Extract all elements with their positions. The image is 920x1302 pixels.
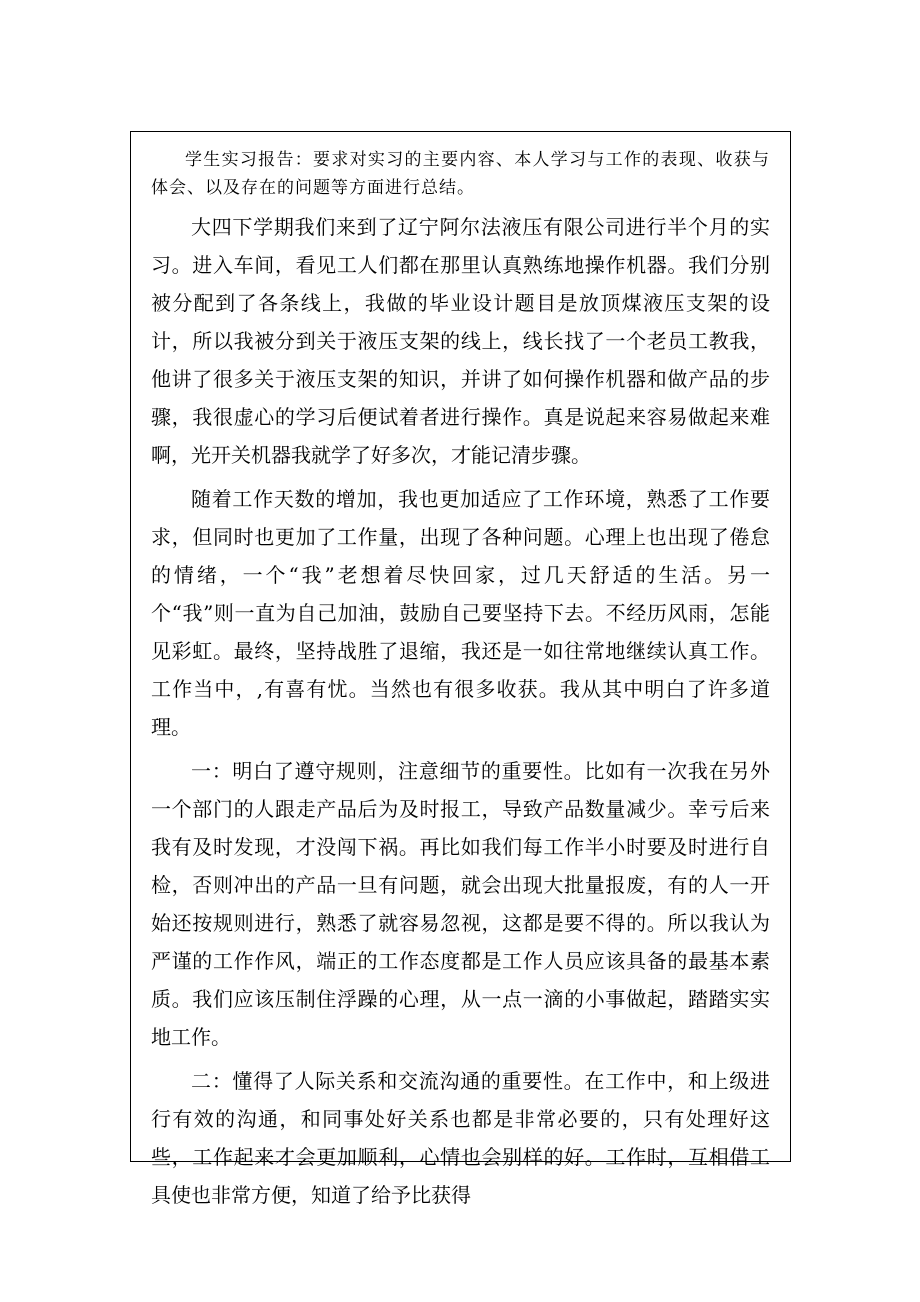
- paragraph-adaptation: 随着工作天数的增加，我也更加适应了工作环境，熟悉了工作要求，但同时也更加了工作量，出现了各种问题。心理上也出现了倦怠的情绪，一个“我”老想着尽快回家，过几天舒适的生活。另一个“我”则一直为自己加油，鼓励自己要坚持下去。不经历风雨，怎能见彩虹。最终，坚持战胜了退缩，我还是一如往常地继续认真工作。工作当中，,有喜有忧。当然也有很多收获。我从其中明白了许多道理。: [151, 487, 770, 739]
- report-frame: [130, 131, 791, 1207]
- paragraph-lesson-rules: 一：明白了遵守规则，注意细节的重要性。比如有一次我在另外一个部门的人跟走产品后为及时报工，导致产品数量减少。幸亏后来我有及时发现，才没闯下祸。再比如我们每工作半小时要及时进行自检，否则冲出的产品一旦有问题，就会出现大批量报废，有的人一开始还按规则进行，熟悉了就容易忽视，这都是要不得的。所以我认为严谨的工作作风，端正的工作态度都是工作人员应该具备的最基本素质。我们应该压制住浮躁的心理，从一点一滴的小事做起，踏踏实实地工作。: [151, 759, 770, 1049]
- paragraph-internship-intro: 大四下学期我们来到了辽宁阿尔法液压有限公司进行半个月的实习。进入车间，看见工人们都在那里认真熟练地操作机器。我们分别被分配到了各条线上，我做的毕业设计题目是放顶煤液压支架的设计，所以我被分到关于液压支架的线上，线长找了一个老员工教我，他讲了很多关于液压支架的知识，并讲了如何操作机器和做产品的步骤，我很虚心的学习后便试着者进行操作。真是说起来容易做起来难啊，光开关机器我就学了好多次，才能记清步骤。: [151, 215, 770, 467]
- paragraph-lesson-communication: 二：懂得了人际关系和交流沟通的重要性。在工作中，和上级进行有效的沟通，和同事处好关系也都是非常必要的，只有处理好这些，工作起来才会更加顺利，心情也会别样的好。工作时，互相借工具使也非常方便，知道了给予比获得: [151, 1069, 770, 1207]
- report-instruction: 学生实习报告：要求对实习的主要内容、本人学习与工作的表现、收获与体会、以及存在的问题等方面进行总结。: [151, 150, 770, 198]
